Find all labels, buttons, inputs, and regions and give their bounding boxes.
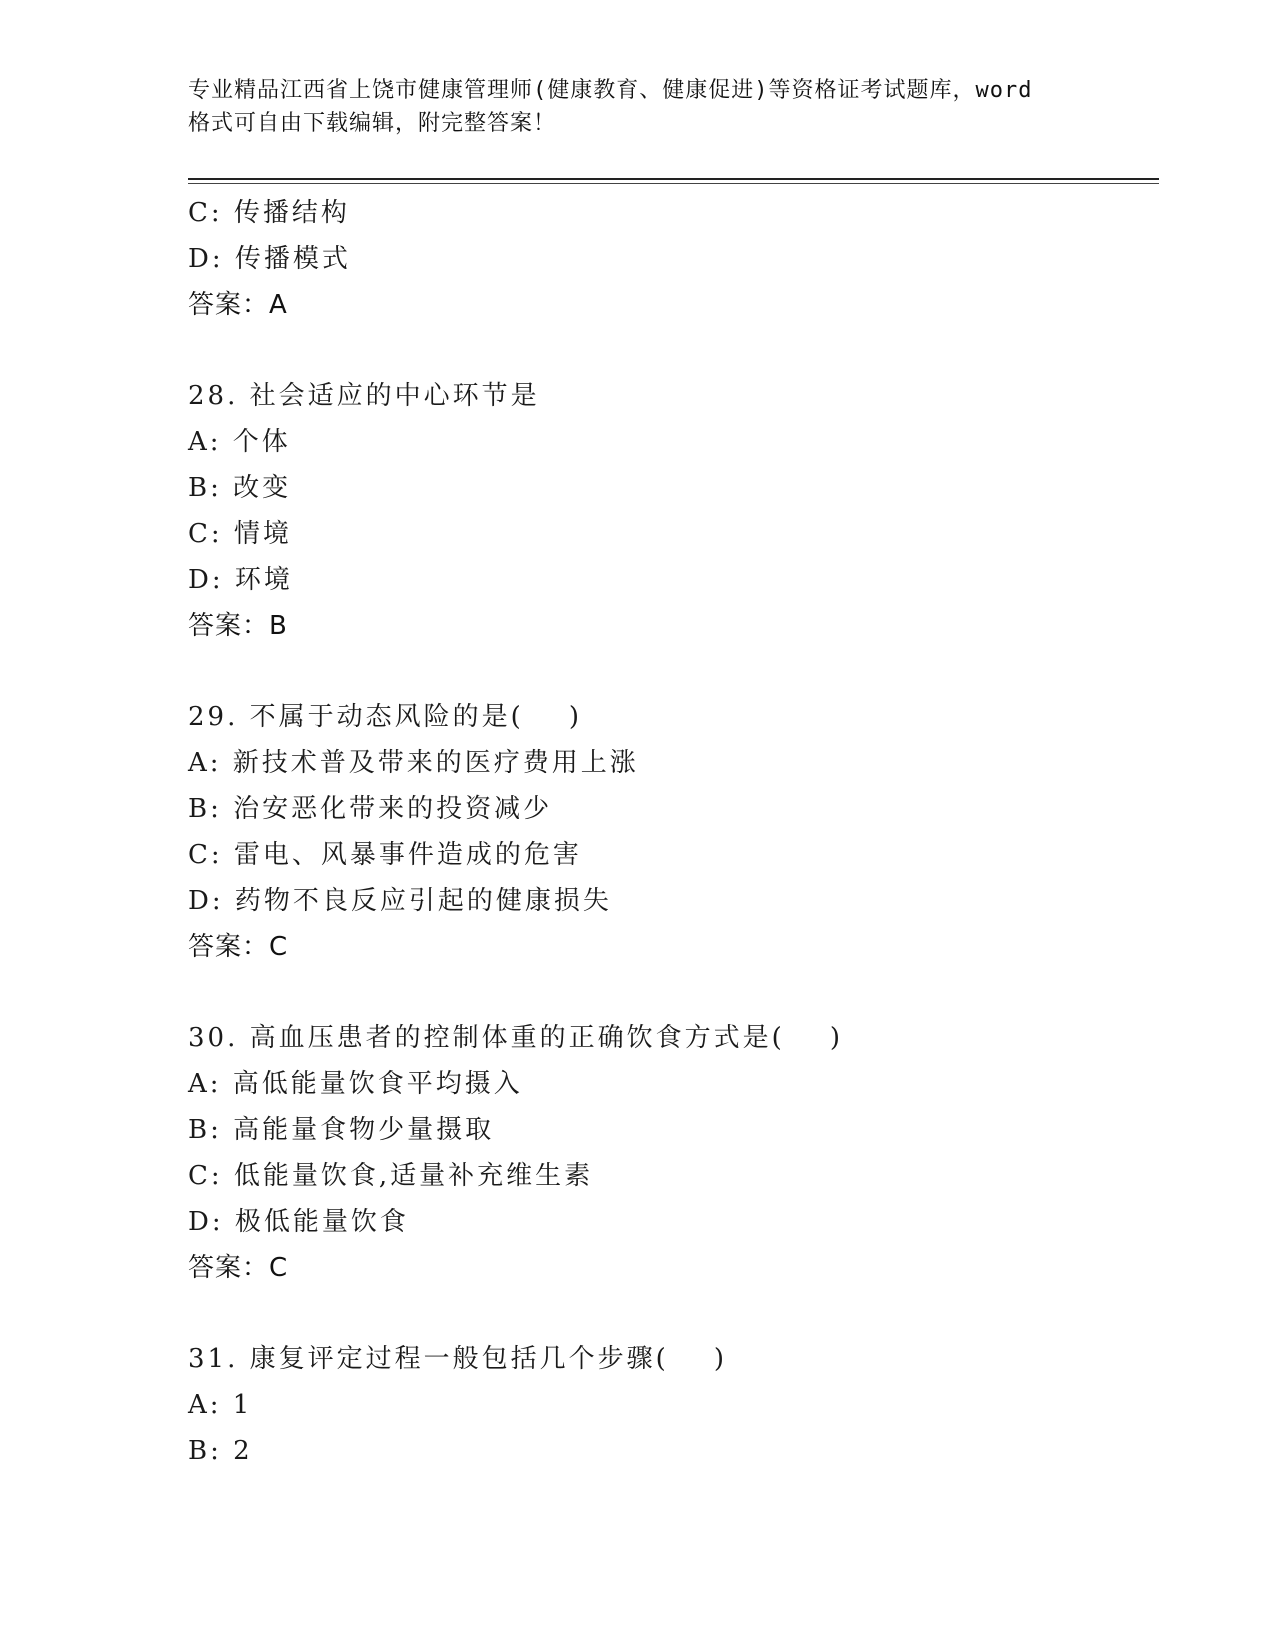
answer-line: 答案：C — [188, 1253, 289, 1283]
option-a: A: 1 — [188, 1390, 253, 1420]
question-30 — [188, 1015, 1159, 1291]
header-line-2: 格式可自由下载编辑，附完整答案！ — [188, 111, 557, 136]
question-spacer — [188, 1291, 1159, 1336]
question-stem: 28. 社会适应的中心环节是 — [188, 381, 540, 411]
question-28 — [188, 373, 1159, 649]
question-spacer — [188, 649, 1159, 694]
question-spacer — [188, 970, 1159, 1015]
option-d: D: 极低能量饮食 — [188, 1207, 409, 1237]
option-a: A: 高低能量饮食平均摄入 — [188, 1069, 523, 1099]
answer-line: 答案：B — [188, 611, 288, 641]
question-stem: 29. 不属于动态风险的是( ) — [188, 702, 582, 732]
header-divider-thin — [188, 183, 1159, 184]
option-c: C: 雷电、风暴事件造成的危害 — [188, 840, 582, 870]
option-c: C: 低能量饮食,适量补充维生素 — [188, 1161, 594, 1191]
option-c: C: 情境 — [188, 519, 292, 549]
option-c: C: 传播结构 — [188, 198, 350, 228]
option-a: A: 新技术普及带来的医疗费用上涨 — [188, 748, 639, 778]
question-stem: 31. 康复评定过程一般包括几个步骤( ) — [188, 1344, 727, 1374]
option-d: D: 药物不良反应引起的健康损失 — [188, 886, 612, 916]
option-a: A: 个体 — [188, 427, 291, 457]
question-stem: 30. 高血压患者的控制体重的正确饮食方式是( ) — [188, 1023, 843, 1053]
header-divider-thick — [188, 178, 1159, 180]
question-spacer — [188, 328, 1159, 373]
option-d: D: 环境 — [188, 565, 293, 595]
header-line-1: 专业精品江西省上饶市健康管理师(健康教育、健康促进)等资格证考试题库，word — [188, 78, 1033, 103]
option-b: B: 改变 — [188, 473, 292, 503]
document-header — [188, 74, 1088, 140]
answer-line: 答案：A — [188, 290, 288, 320]
question-27-tail — [188, 190, 1159, 328]
option-b: B: 治安恶化带来的投资减少 — [188, 794, 553, 824]
question-31 — [188, 1336, 1159, 1474]
option-b: B: 高能量食物少量摄取 — [188, 1115, 495, 1145]
question-29 — [188, 694, 1159, 970]
question-content — [188, 190, 1159, 1474]
option-b: B: 2 — [188, 1436, 253, 1466]
answer-line: 答案：C — [188, 932, 289, 962]
option-d: D: 传播模式 — [188, 244, 351, 274]
